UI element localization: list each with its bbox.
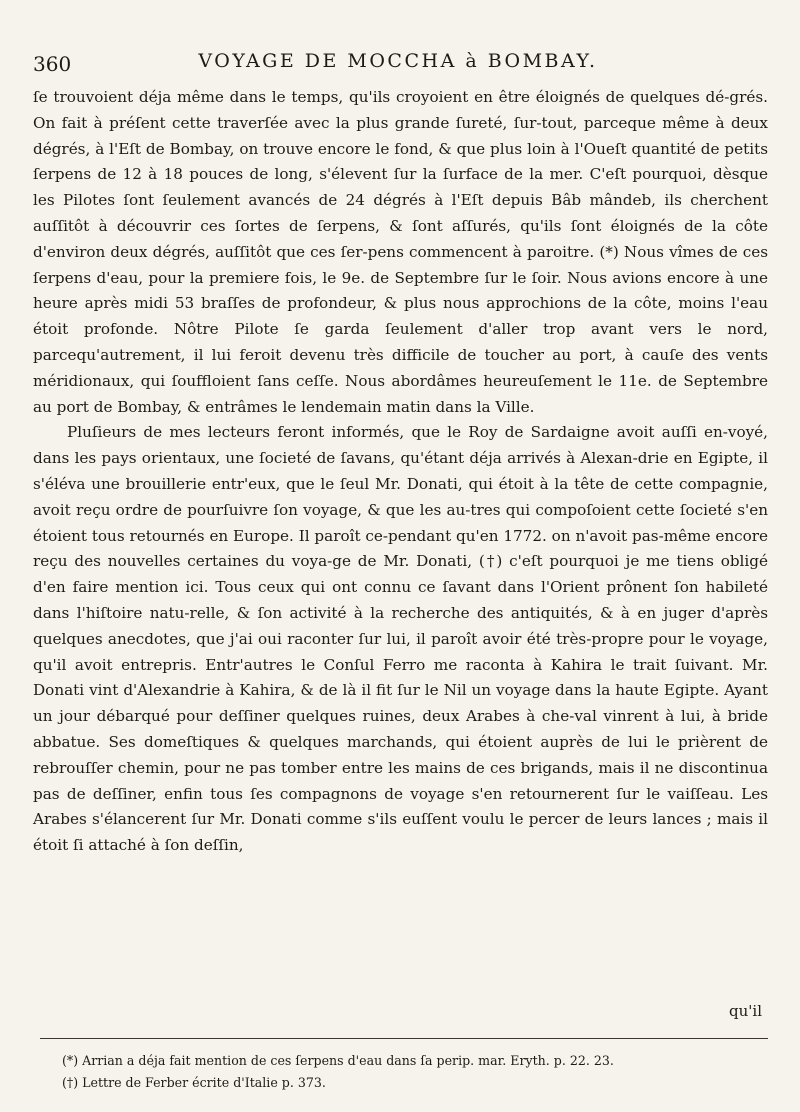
running-title: VOYAGE DE MOCCHA à BOMBAY. bbox=[198, 50, 598, 72]
paragraph-2: Pluſieurs de mes lecteurs feront informés, que le Roy de Sardaigne avoit auſſi en-voyé, dans les pays orientaux, une ſocieté de ſavans, qu'étant déja arrivés à Alexan-drie en Egipte, il s'éléva une brouillerie entr'eux, que le ſeul Mr. Donati, qui étoit à la tête de cette compagnie, avoit reçu ordre de pourſuivre ſon voyage, & que les au-tres qui compoſoient cette ſocieté s'en étoient tous retournés en Europe. Il paroît ce-pendant qu'en 1772. on n'avoit pas-même encore reçu des nouvelles certaines du voya-ge de Mr. Donati, (†) c'eſt pourquoi je me tiens obligé d'en faire mention ici. Tous ceux qui ont connu ce ſavant dans l'Orient prônent ſon habileté dans l'hiſtoire natu-relle, & ſon activité à la recherche des antiquités, & à en juger d'après quelques anecdotes, que j'ai oui raconter ſur lui, il paroît avoir été très-propre pour le voyage, qu'il avoit entrepris. Entr'autres le Conſul Ferro me raconta à Kahira le trait ſuivant. Mr. Donati vint d'Alexandrie à Kahira, & de là il fit ſur le Nil un voyage dans la haute Egipte. Ayant un jour débarqué pour deſſiner quelques ruines, deux Arabes à che-val vinrent à lui, à bride abbatue. Ses domeſtiques & quelques marchands, qui étoient auprès de lui le prièrent de rebrouſſer chemin, pour ne pas tomber entre les mains de ces brigands, mais il ne discontinua pas de deſſiner, enfin tous ſes compagnons de voyage s'en retournerent ſur le vaiſſeau. Les Arabes s'élancerent ſur Mr. Donati comme s'ils euſſent voulu le percer de leurs lances ; mais il étoit ſi attaché à ſon deſſin, bbox=[33, 423, 768, 855]
body-text bbox=[33, 85, 768, 859]
paragraph-1: ſe trouvoient déja même dans le temps, qu'ils croyoient en être éloignés de quelques dé-grés. On fait à préſent cette traverſée avec la plus grande ſureté, ſur-tout, parceque même à deux dégrés, à l'Eſt de Bombay, on trouve encore le fond, & que plus loin à l'Oueſt quantité de petits ſerpens de 12 à 18 pouces de long, s'élevent ſur la ſurface de la mer. C'eſt pourquoi, dèsque les Pilotes ſont ſeulement avancés de 24 dégrés à l'Eſt depuis Bâb mândeb, ils cherchent auſſitôt à découvrir ces ſortes de ſerpens, & ſont aſſurés, qu'ils ſont éloignés de la côte d'environ deux dégrés, auſſitôt que ces ſer-pens commencent à paroitre. (*) Nous vîmes de ces ſerpens d'eau, pour la premiere fois, le 9e. de Septembre ſur le ſoir. Nous avions encore à une heure après midi 53 braſſes de profondeur, & plus nous approchions de la côte, moins l'eau étoit profonde. Nôtre Pilote ſe garda ſeulement d'aller trop avant vers le nord, parcequ'autrement, il lui feroit devenu très difficile de toucher au port, à cauſe des vents méridionaux, qui ſouffloient ſans ceſſe. Nous abordâmes heureuſement le 11e. de Septembre au port de Bombay, & entrâmes le lendemain matin dans la Ville. bbox=[33, 88, 768, 416]
footnote-rule bbox=[40, 1038, 768, 1039]
footnote-2: (†) Lettre de Ferber écrite d'Italie p. 373. bbox=[62, 1075, 326, 1090]
footnote-1: (*) Arrian a déja fait mention de ces ſerpens d'eau dans ſa perip. mar. Eryth. p. 22. 23. bbox=[62, 1053, 614, 1068]
catchword: qu'il bbox=[729, 1002, 762, 1020]
page-header bbox=[33, 50, 763, 80]
footnotes bbox=[62, 1050, 772, 1094]
page-number: 360 bbox=[33, 52, 72, 76]
